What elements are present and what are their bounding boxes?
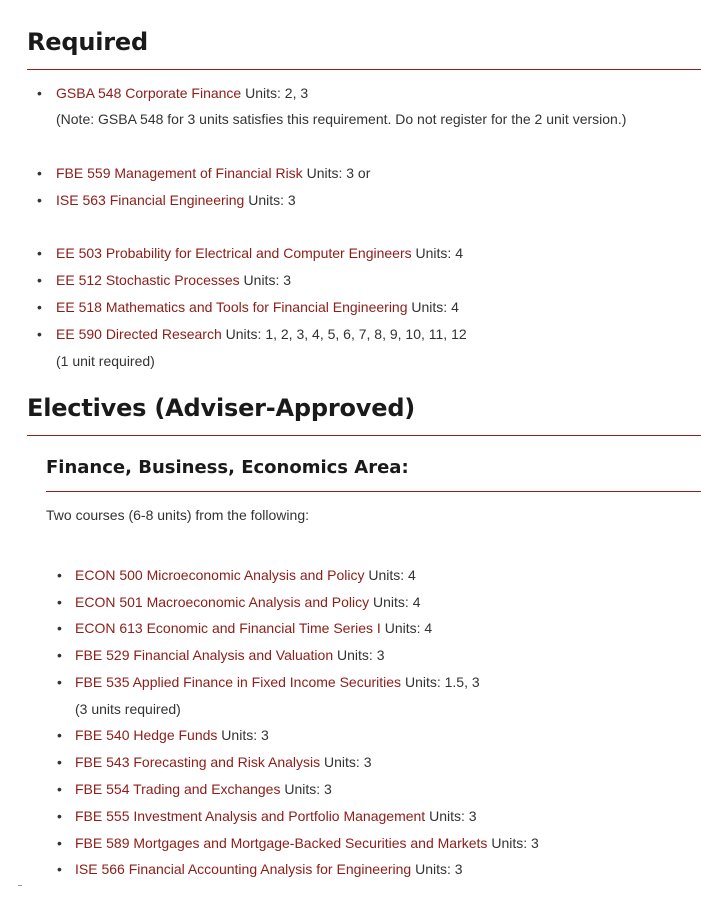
course-units: Units: 4 [380, 620, 433, 636]
bullet-icon: • [37, 299, 42, 315]
bullet-icon: • [37, 245, 42, 261]
bullet-icon: • [57, 835, 62, 851]
course-units: Units: 3 or [302, 165, 371, 181]
list-item [56, 298, 459, 316]
course-units: Units: 4 [364, 567, 416, 583]
list-item [75, 834, 539, 852]
course-link-ee-590[interactable]: EE 590 Directed Research [56, 326, 222, 342]
bullet-icon: • [37, 85, 42, 101]
course-units: Units: 2, 3 [241, 85, 309, 101]
course-link-fbe-529[interactable]: FBE 529 Financial Analysis and Valuation [75, 647, 334, 663]
bullet-icon: • [37, 165, 42, 181]
course-units: Units: 3 [425, 808, 477, 824]
course-link-ee-512[interactable]: EE 512 Stochastic Processes [56, 272, 240, 288]
required-divider [27, 69, 701, 70]
course-link-econ-501[interactable]: ECON 501 Macroeconomic Analysis and Policy [75, 594, 370, 610]
course-units: Units: 3 [244, 192, 296, 208]
course-link-ise-566[interactable]: ISE 566 Financial Accounting Analysis for Engineering [75, 861, 412, 877]
list-item [56, 84, 308, 102]
bullet-icon: • [57, 594, 62, 610]
course-link-fbe-589[interactable]: FBE 589 Mortgages and Mortgage-Backed Securities and Markets [75, 835, 488, 851]
bullet-icon: • [57, 674, 62, 690]
bullet-icon: • [57, 647, 62, 663]
required-heading: Required [27, 28, 148, 56]
bullet-icon: • [37, 192, 42, 208]
finance-area-heading: Finance, Business, Economics Area: [46, 457, 409, 478]
course-link-fbe-535[interactable]: FBE 535 Applied Finance in Fixed Income Securities [75, 674, 402, 690]
course-link-fbe-543[interactable]: FBE 543 Forecasting and Risk Analysis [75, 754, 321, 770]
bullet-icon: • [37, 272, 42, 288]
list-item [75, 807, 477, 825]
course-link-gsba-548[interactable]: GSBA 548 Corporate Finance [56, 85, 242, 101]
list-item [56, 191, 296, 209]
course-link-fbe-540[interactable]: FBE 540 Hedge Funds [75, 727, 218, 743]
list-item [75, 593, 421, 611]
bullet-icon: • [57, 861, 62, 877]
course-link-ee-518[interactable]: EE 518 Mathematics and Tools for Financial Engineering [56, 299, 408, 315]
bullet-icon: • [57, 727, 62, 743]
course-link-econ-613[interactable]: ECON 613 Economic and Financial Time Series I [75, 620, 381, 636]
list-item [75, 619, 432, 637]
list-item [75, 646, 384, 664]
course-note: (Note: GSBA 548 for 3 units satisfies this requirement. Do not register for the 2 unit version.) [56, 111, 627, 127]
bullet-icon: • [57, 567, 62, 583]
list-item [56, 164, 370, 182]
course-link-fbe-555[interactable]: FBE 555 Investment Analysis and Portfolio Management [75, 808, 426, 824]
course-units: Units: 4 [407, 299, 459, 315]
finance-area-divider [46, 491, 701, 492]
list-item [75, 673, 480, 691]
course-note: (1 unit required) [56, 353, 155, 369]
bullet-icon: • [57, 808, 62, 824]
list-item [75, 566, 416, 584]
course-link-econ-500[interactable]: ECON 500 Microeconomic Analysis and Policy [75, 567, 365, 583]
list-item [75, 860, 463, 878]
list-item [75, 726, 269, 744]
course-link-ee-503[interactable]: EE 503 Probability for Electrical and Computer Engineers [56, 245, 412, 261]
course-units: Units: 1, 2, 3, 4, 5, 6, 7, 8, 9, 10, 11, 12 [221, 326, 467, 342]
course-link-fbe-559[interactable]: FBE 559 Management of Financial Risk [56, 165, 303, 181]
course-link-ise-563[interactable]: ISE 563 Financial Engineering [56, 192, 245, 208]
list-item [75, 780, 332, 798]
electives-heading: Electives (Adviser-Approved) [27, 394, 416, 422]
course-units: Units: 4 [369, 594, 421, 610]
course-units: Units: 3 [217, 727, 269, 743]
course-link-fbe-554[interactable]: FBE 554 Trading and Exchanges [75, 781, 281, 797]
list-item [75, 753, 371, 771]
course-units: Units: 3 [411, 861, 463, 877]
list-item [56, 244, 463, 262]
course-units: Units: 3 [239, 272, 292, 288]
course-units: Units: 1.5, 3 [401, 674, 480, 690]
course-units: Units: 3 [320, 754, 372, 770]
course-units: Units: 4 [411, 245, 463, 261]
list-item [56, 325, 467, 343]
margin-tick-mark [18, 885, 22, 886]
course-units: Units: 3 [487, 835, 539, 851]
bullet-icon: • [57, 754, 62, 770]
course-units: Units: 3 [333, 647, 385, 663]
bullet-icon: • [57, 781, 62, 797]
course-units: Units: 3 [280, 781, 332, 797]
bullet-icon: • [57, 620, 62, 636]
list-item [56, 271, 291, 289]
finance-area-intro: Two courses (6-8 units) from the following: [46, 507, 309, 523]
course-note: (3 units required) [75, 701, 181, 717]
electives-divider [27, 435, 701, 436]
bullet-icon: • [37, 326, 42, 342]
